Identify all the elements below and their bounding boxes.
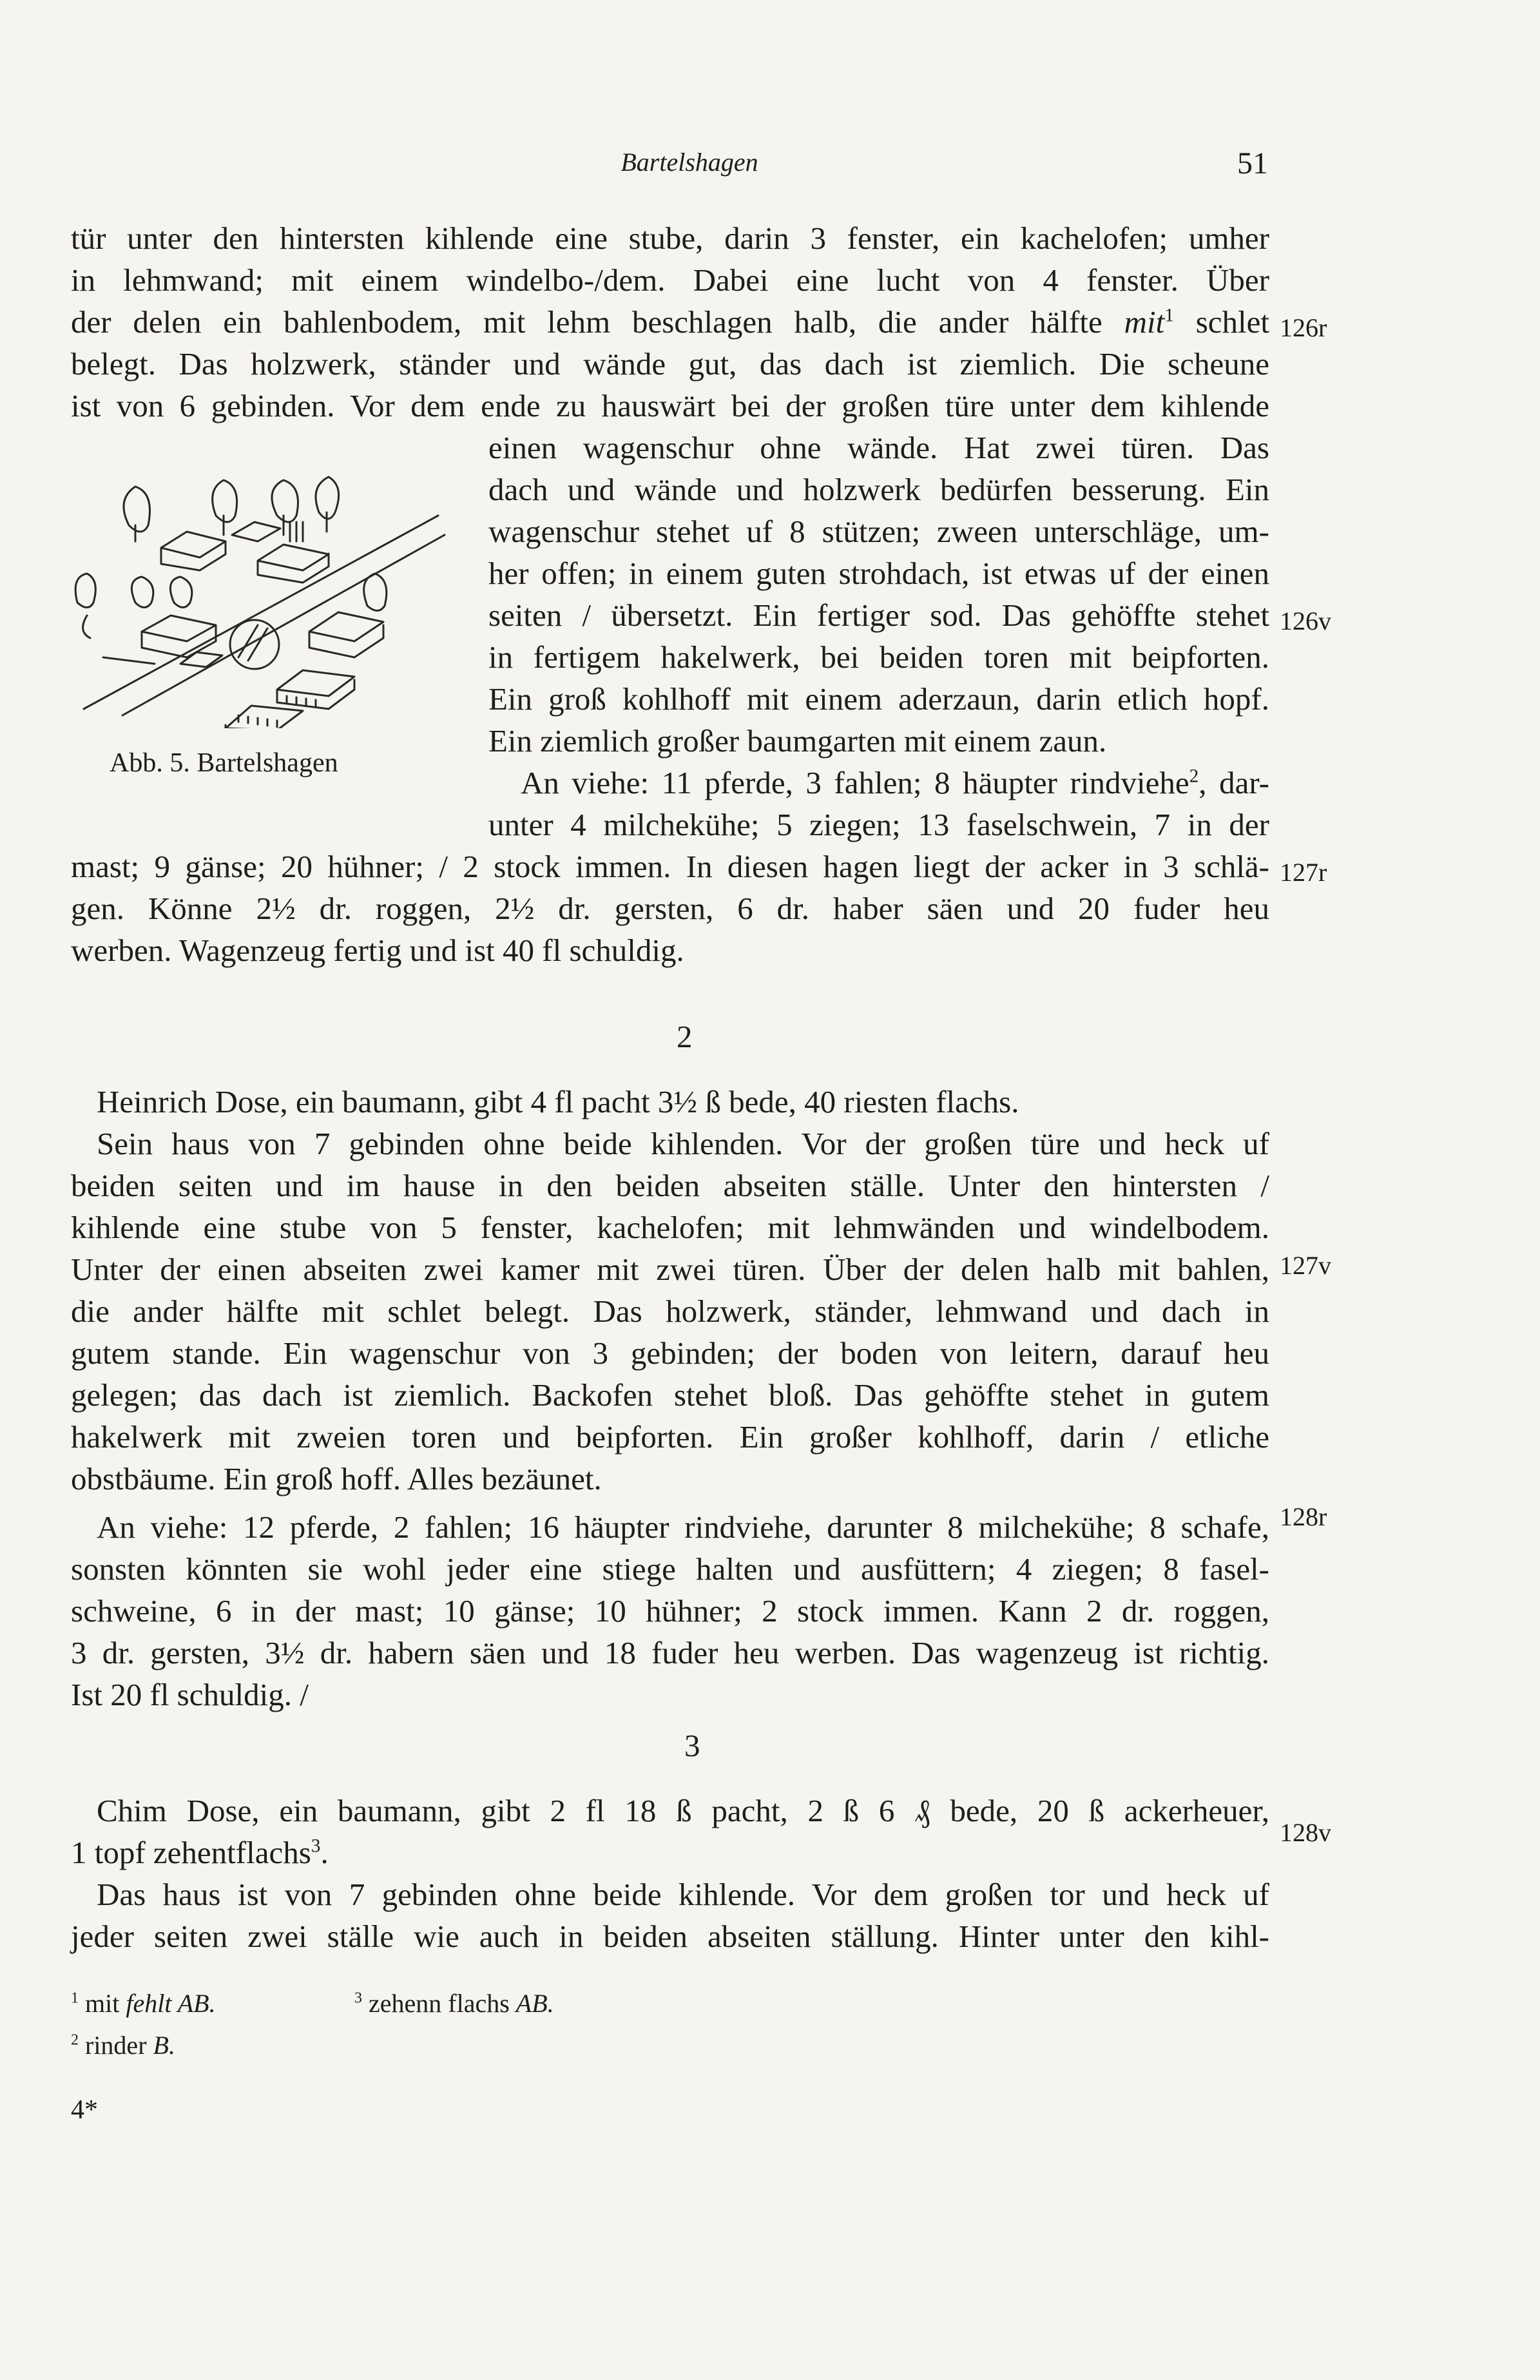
text-line: 3 dr. gersten, 3½ dr. habern säen und 18 fuder heu werben. Das wagenzeug ist richtig. — [71, 1635, 1269, 1670]
text-line: werben. Wagenzeug fertig und ist 40 fl schuldig. — [71, 933, 684, 968]
text-line: An viehe: 11 pferde, 3 fahlen; 8 häupter rindviehe$^2$, dar- — [521, 765, 1269, 800]
text-line: seiten / übersetzt. Ein fertiger sod. Das gehöffte stehet — [488, 597, 1269, 633]
margin-note: 126v — [1280, 606, 1331, 635]
running-title: Bartelshagen — [621, 148, 758, 177]
text-line: jeder seiten zwei ställe wie auch in beiden abseiten ställung. Hinter unter den kihl- — [71, 1919, 1269, 1954]
margin-note: 127r — [1280, 858, 1327, 887]
text-line: wagenschur stehet uf 8 stützen; zween unterschläge, um- — [488, 514, 1269, 549]
text-line: unter 4 milchekühe; 5 ziegen; 13 faselschwein, 7 in der — [488, 807, 1269, 842]
text-line: die ander hälfte mit schlet belegt. Das holzwerk, ständer, lehmwand und dach in — [71, 1293, 1269, 1329]
text-line: gutem stande. Ein wagenschur von 3 gebinden; der boden von leitern, darauf heu — [71, 1335, 1269, 1371]
text-line: Heinrich Dose, ein baumann, gibt 4 fl pacht 3½ ß bede, 40 riesten flachs. — [97, 1084, 1019, 1119]
margin-note: 128v — [1280, 1818, 1331, 1847]
text-line: gelegen; das dach ist ziemlich. Backofen stehet bloß. Das gehöffte stehet in gutem — [71, 1377, 1269, 1413]
text-line: kihlende eine stube von 5 fenster, kachelofen; mit lehmwänden und windelbodem. — [71, 1210, 1269, 1245]
text-line: mast; 9 gänse; 20 hühner; / 2 stock immen. In diesen hagen liegt der acker in 3 schlä- — [71, 849, 1269, 884]
margin-note: 126r — [1280, 313, 1327, 342]
text-line: Chim Dose, ein baumann, gibt 2 fl 18 ß pacht, 2 ß 6 ₰ bede, 20 ß ackerheuer, — [97, 1793, 1269, 1828]
text-line: ist von 6 gebinden. Vor dem ende zu hauswärt bei der großen türe unter dem kihlende — [71, 388, 1269, 423]
text-line: dach und wände und holzwerk bedürfen besserung. Ein — [488, 472, 1269, 507]
text-line: 1 topf zehentflachs$^3$. — [71, 1835, 329, 1870]
text-line: her offen; in einem guten strohdach, ist etwas uf der einen — [488, 556, 1269, 591]
text-line: in fertigem hakelwerk, bei beiden toren mit beipforten. — [488, 639, 1269, 675]
text-line: Unter der einen abseiten zwei kamer mit zwei türen. Über der delen halb mit bahlen, — [71, 1252, 1269, 1287]
footnote: $^1$ mit fehlt AB. — [71, 1989, 216, 2018]
village-sketch-figure — [64, 464, 451, 728]
text-line: Ist 20 fl schuldig. / — [71, 1677, 309, 1712]
margin-note: 128r — [1280, 1502, 1327, 1531]
text-line: An viehe: 12 pferde, 2 fahlen; 16 häupter rindviehe, darunter 8 milchekühe; 8 schafe, — [97, 1509, 1269, 1545]
margin-note: 127v — [1280, 1251, 1331, 1280]
footnote: $^3$ zehenn flachs AB. — [354, 1989, 554, 2018]
text-line: beiden seiten und im hause in den beiden abseiten ställe. Unter den hintersten / — [71, 1168, 1269, 1203]
text-line: gen. Könne 2½ dr. roggen, 2½ dr. gersten, 6 dr. haber säen und 20 fuder heu — [71, 891, 1269, 926]
text-line: Ein groß kohlhoff mit einem aderzaun, darin etlich hopf. — [488, 681, 1269, 717]
signature-mark: 4* — [71, 2095, 98, 2125]
text-line: in lehmwand; mit einem windelbo-/dem. Dabei eine lucht von 4 fenster. Über — [71, 262, 1269, 298]
text-line: der delen ein bahlenbodem, mit lehm beschlagen halb, die ander hälfte mit$^1$ schlet — [71, 304, 1269, 340]
text-line: Sein haus von 7 gebinden ohne beide kihlenden. Vor der großen türe und heck uf — [97, 1126, 1269, 1161]
text-line: hakelwerk mit zweien toren und beipforten. Ein großer kohlhoff, darin / etliche — [71, 1419, 1269, 1455]
text-line: obstbäume. Ein groß hoff. Alles bezäunet. — [71, 1461, 602, 1496]
footnote: $^2$ rinder B. — [71, 2031, 175, 2060]
text-line: tür unter den hintersten kihlende eine stube, darin 3 fenster, ein kachelofen; umher — [71, 220, 1269, 256]
figure-caption: Abb. 5. Bartelshagen — [110, 748, 338, 778]
text-line: schweine, 6 in der mast; 10 gänse; 10 hühner; 2 stock immen. Kann 2 dr. roggen, — [71, 1593, 1269, 1629]
text-line: Das haus ist von 7 gebinden ohne beide kihlende. Vor dem großen tor und heck uf — [97, 1877, 1269, 1912]
text-line: belegt. Das holzwerk, ständer und wände gut, das dach ist ziemlich. Die scheune — [71, 346, 1269, 382]
text-line: Ein ziemlich großer baumgarten mit einem zaun. — [488, 723, 1107, 759]
text-line: einen wagenschur ohne wände. Hat zwei türen. Das — [488, 430, 1269, 465]
section-number: 3 — [684, 1728, 700, 1763]
section-number: 2 — [677, 1019, 693, 1054]
page-number: 51 — [1237, 146, 1268, 180]
text-line: sonsten könnten sie wohl jeder eine stiege halten und ausfüttern; 4 ziegen; 8 fasel- — [71, 1551, 1269, 1587]
